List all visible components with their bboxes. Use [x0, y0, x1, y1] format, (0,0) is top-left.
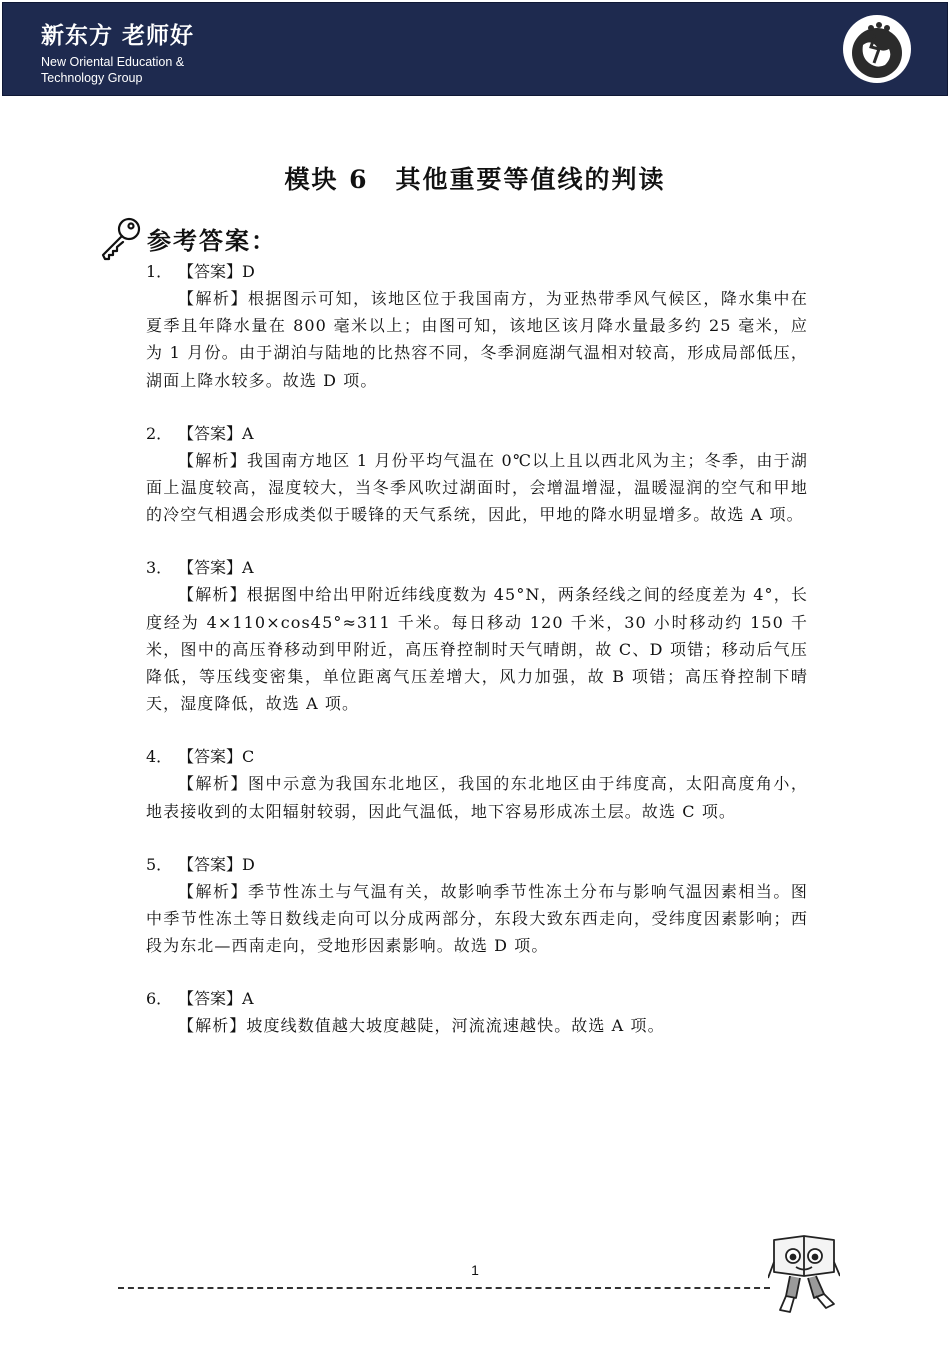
answer-line: [146, 851, 808, 878]
answer-heading: 参考答案：: [147, 226, 277, 255]
brand-en-line1: New Oriental Education &: [41, 55, 185, 69]
answer-text: 【答案】D: [178, 854, 255, 874]
answer-list: [146, 258, 808, 1066]
item-number: 1．: [146, 262, 173, 281]
explanation-text: 【解析】根据图中给出甲附近纬线度数为 45°N，两条经线之间的经度差为 4°，长度经为 4×110×cos45°≈311 千米。每日移动 120 千米，30 小时移动约 150 千米，图中的高压脊移动到甲附近，高压脊控制时天气晴朗，故 C、D 项错；移动后气压降低，等压线变密集，单位距离气压差增大，风力加强，故 B 项错；高压脊控制下晴天，湿度降低，故选 A 项。: [146, 585, 808, 714]
answer-line: [146, 743, 808, 770]
explanation-text: 【解析】根据图示可知，该地区位于我国南方，为亚热带季风气候区，降水集中在夏季且年降水量在 800 毫米以上；由图可知，该地区该月降水量最多约 25 毫米，应为 1 月份。由于湖泊与陆地的比热容不同，冬季洞庭湖气温相对较高，形成局部低压，湖面上降水较多。故选 D 项。: [146, 289, 808, 390]
brand-name-en: [41, 54, 184, 86]
brand-name-cn: 新东方 老师好: [41, 23, 195, 49]
answer-item-3: [146, 554, 808, 717]
item-number: 2．: [146, 423, 173, 443]
answer-line: [146, 420, 808, 447]
explanation-text: 【解析】图中示意为我国东北地区，我国的东北地区由于纬度高，太阳高度角小，地表接收到的太阳辐射较弱，因此气温低，地下容易形成冻土层。故选 C 项。: [146, 774, 808, 821]
page-title: 模块 6 其他重要等值线的判读: [284, 165, 666, 194]
answer-line: [146, 258, 808, 285]
item-number: 6．: [146, 989, 173, 1009]
key-icon: [98, 215, 144, 261]
footer-divider: [118, 1287, 770, 1289]
answer-item-6: [146, 985, 808, 1039]
answer-text: 【答案】A: [178, 423, 254, 443]
answer-text: 【答案】C: [178, 747, 255, 767]
answer-item-1: [146, 258, 808, 394]
brand-en-line2: Technology Group: [41, 71, 143, 85]
item-number: 5．: [146, 854, 173, 874]
answer-line: [146, 554, 808, 581]
answer-item-5: [146, 851, 808, 960]
answer-item-4: [146, 743, 808, 824]
new-oriental-logo-icon: [841, 13, 913, 85]
explanation-text: 【解析】我国南方地区 1 月份平均气温在 0℃以上且以西北风为主；冬季，由于湖面上温度较高，湿度较大，当冬季风吹过湖面时，会增温增湿，温暖湿润的空气和甲地的冷空气相遇会形成类似于暖锋的天气系统，因此，甲地的降水明显增多。故选 A 项。: [146, 450, 808, 525]
mascot-icon: [768, 1232, 840, 1316]
explanation-text: 【解析】季节性冻土与气温有关，故影响季节性冻土分布与影响气温因素相当。图中季节性冻土等日数线走向可以分成两部分，东段大致东西走向，受纬度因素影响；西段为东北—西南走向，受地形因素影响。故选 D 项。: [146, 881, 808, 956]
answer-text: 【答案】A: [178, 989, 254, 1009]
explanation-text: 【解析】坡度线数值越大坡度越陡，河流流速越快。故选 A 项。: [178, 1016, 665, 1036]
answer-line: [146, 985, 808, 1012]
item-number: 3．: [146, 558, 173, 578]
answer-text: 【答案】D: [178, 262, 255, 281]
header-banner: [2, 2, 948, 96]
answer-item-2: [146, 420, 808, 529]
page-number: 1: [471, 1262, 479, 1278]
item-number: 4．: [146, 747, 173, 767]
answer-text: 【答案】A: [178, 558, 254, 578]
